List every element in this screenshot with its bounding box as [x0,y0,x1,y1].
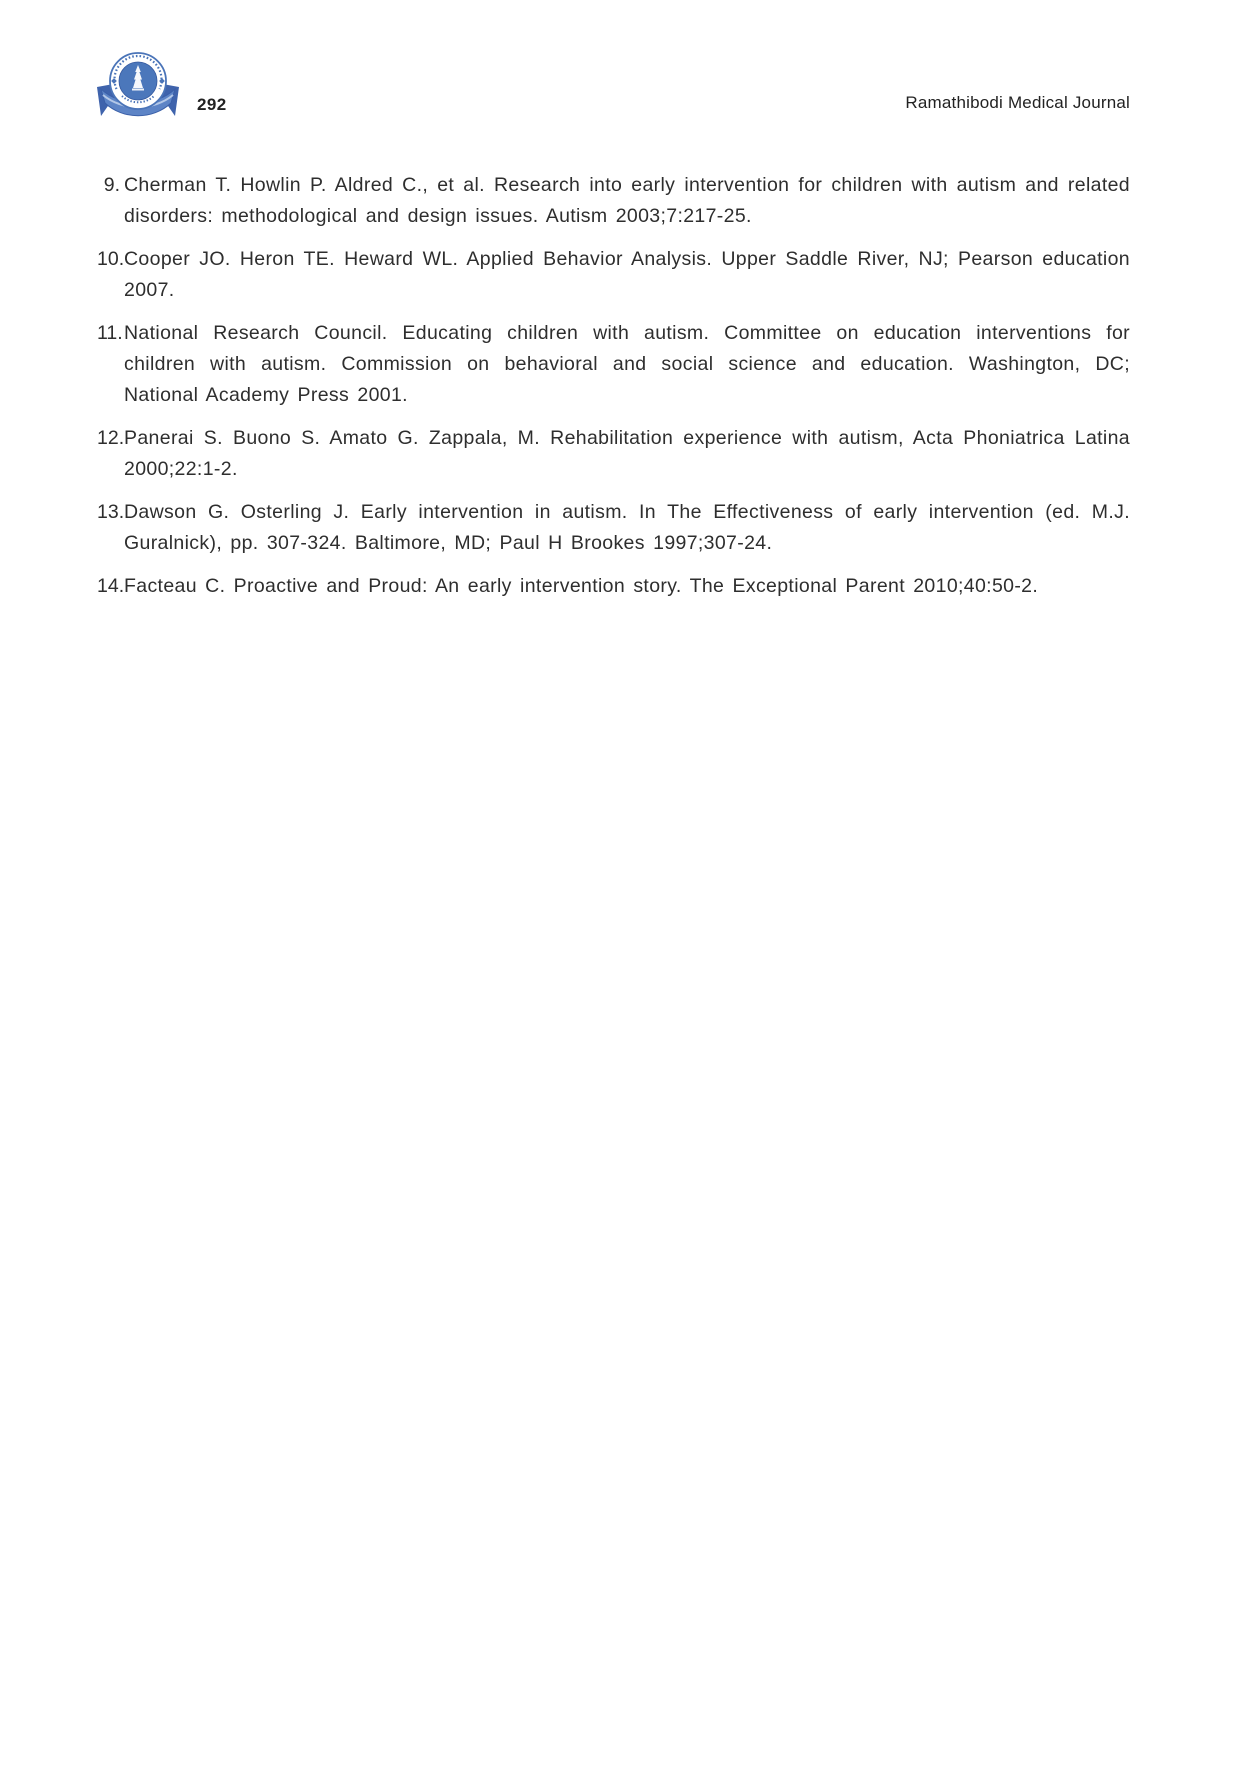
reference-item [97,423,1130,485]
reference-text: Cherman T. Howlin P. Aldred C., et al. Research into early intervention for children with autism and related disorders: methodological and design issues. Autism 2003;7:217-25. [124,174,1130,227]
reference-number: 13. [97,501,125,523]
page-number: 292 [197,95,227,114]
reference-item [97,318,1130,411]
ramathibodi-seal-icon [93,50,183,132]
reference-number: 12. [97,427,125,449]
reference-number: 10. [97,248,125,270]
reference-text: Facteau C. Proactive and Proud: An early intervention story. The Exceptional Parent 2010;40:50-2. [124,575,1039,597]
reference-text: Dawson G. Osterling J. Early intervention in autism. In The Effectiveness of early intervention (ed. M.J. Guralnick), pp. 307-324. Baltimore, MD; Paul H Brookes 1997;307-24. [124,501,1130,554]
reference-text: Cooper JO. Heron TE. Heward WL. Applied Behavior Analysis. Upper Saddle River, NJ; Pearson education 2007. [124,248,1130,301]
journal-logo [93,50,183,132]
reference-text: Panerai S. Buono S. Amato G. Zappala, M. Rehabilitation experience with autism, Acta Phoniatrica Latina 2000;22:1-2. [124,427,1130,480]
reference-number: 14. [97,575,125,597]
reference-number: 9. [103,174,120,196]
reference-item [97,571,1130,602]
journal-name: Ramathibodi Medical Journal [905,93,1130,112]
reference-number: 11. [97,322,123,344]
reference-list [97,170,1130,614]
reference-item [97,244,1130,306]
reference-item [97,170,1130,232]
reference-item [97,497,1130,559]
reference-text: National Research Council. Educating children with autism. Committee on education interventions for children with autism. Commission on behavioral and social science and education. Washington, DC; National Academy Press 2001. [124,322,1130,406]
